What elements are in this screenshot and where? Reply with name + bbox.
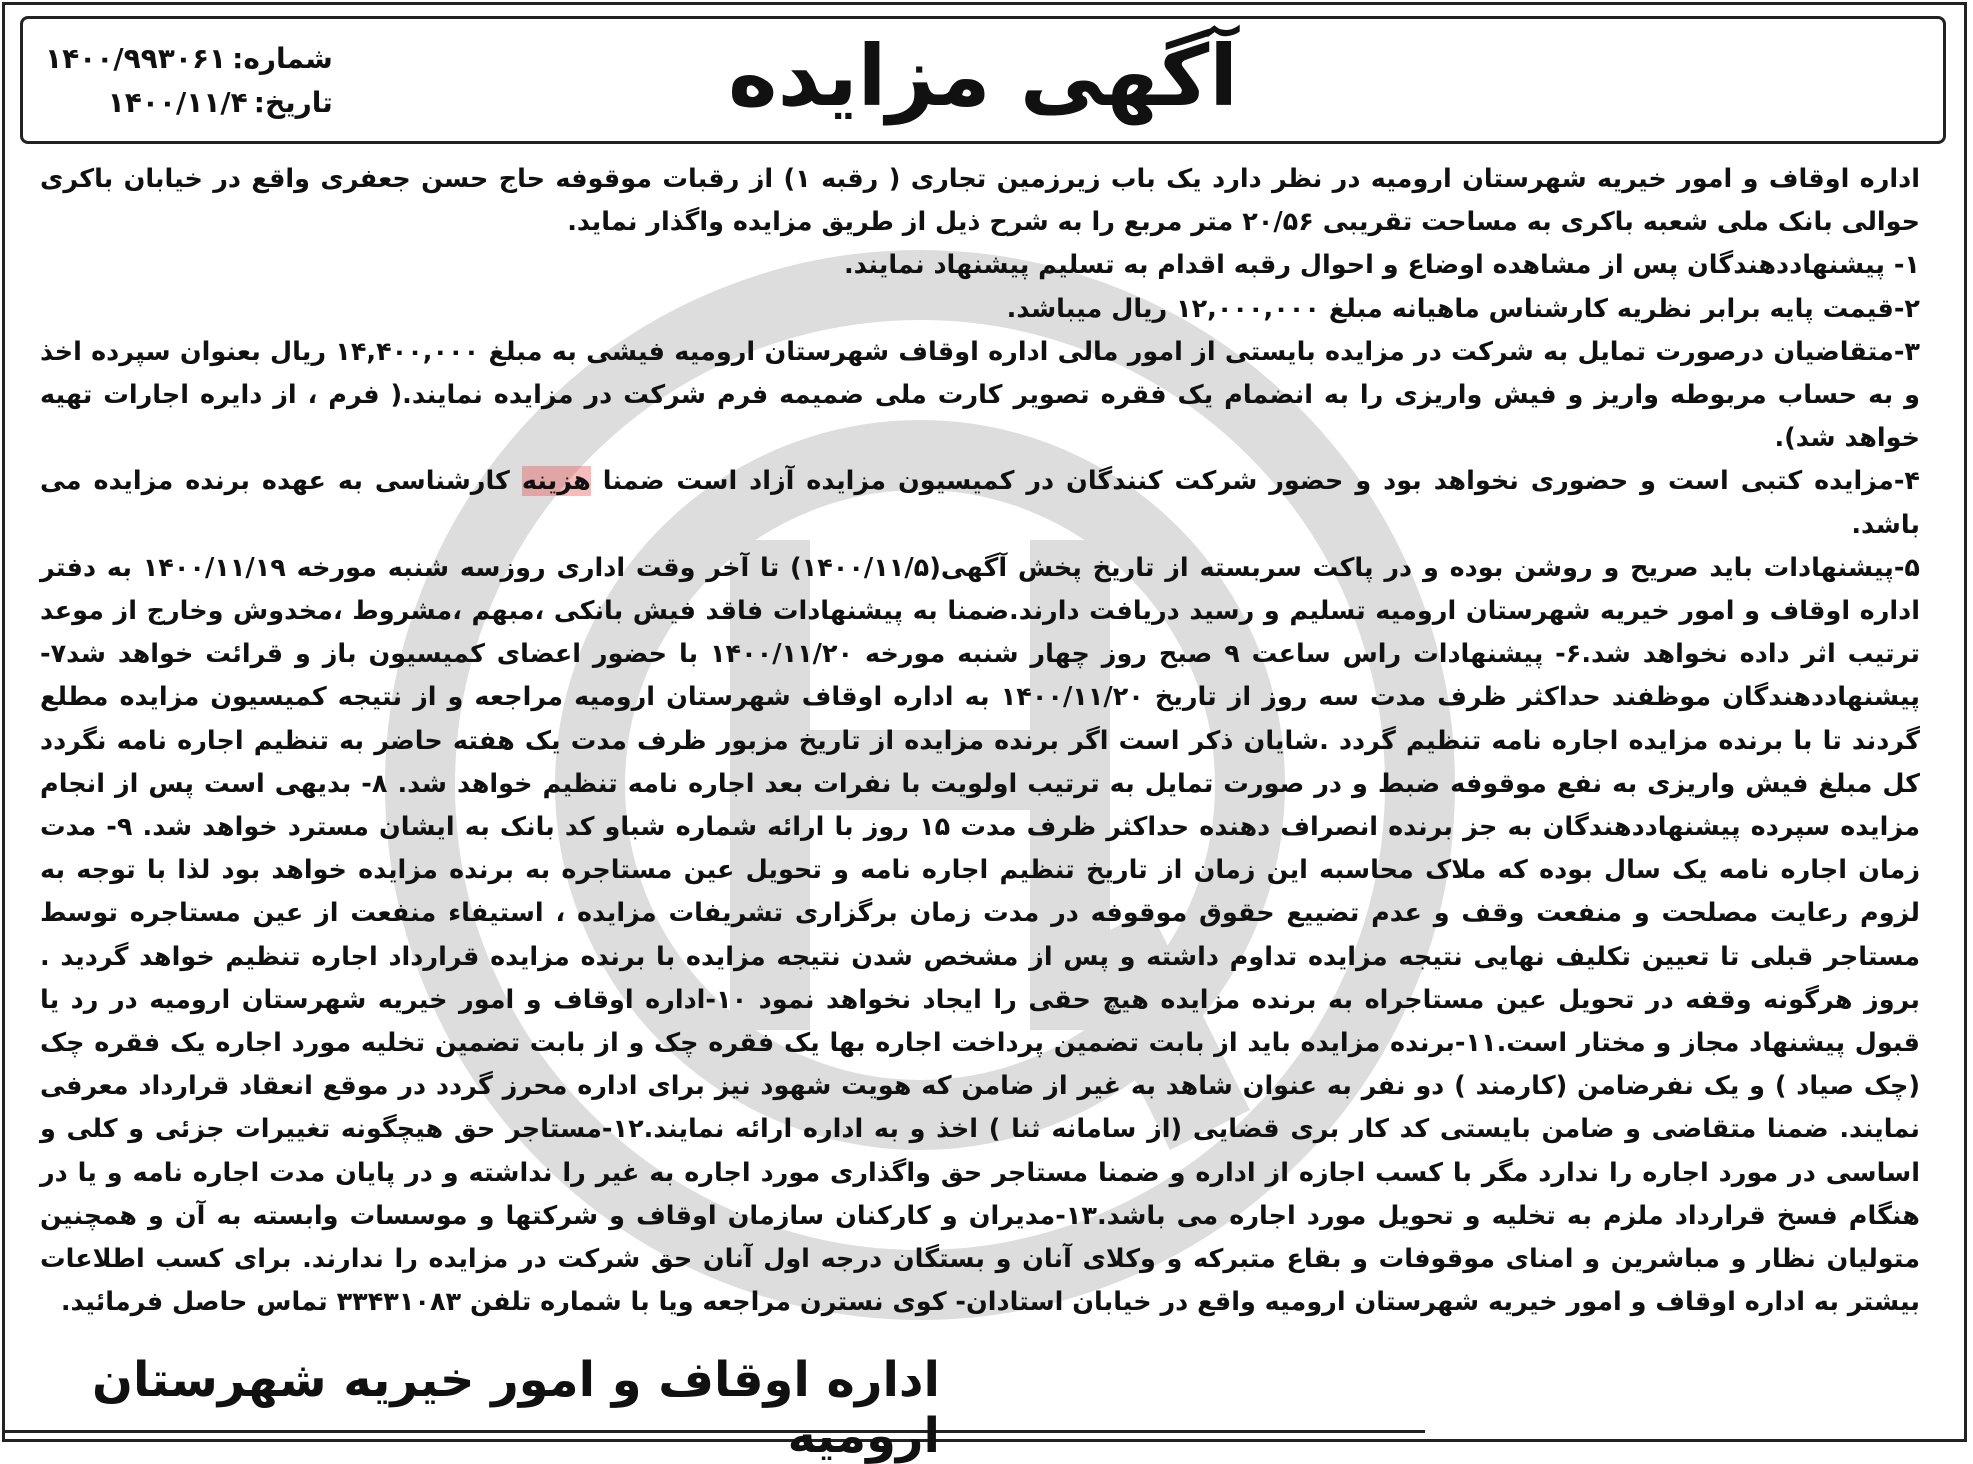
- condition-item-3: ۳-متقاضیان درصورت تمایل به شرکت در مزایده بایستی از امور مالی اداره اوقاف شهرستان ارومیه فیشی به مبلغ ۱۴,۴۰۰,۰۰۰ ریال بعنوان سپرده اخذ و به حساب مربوطه واریز و فیش واریزی را به انضمام یک فقره تصویر کارت ملی ضمیمه فرم شرکت در مزایده نمایند.( فرم ، از دایره اجارات تهیه خواهد شد).: [40, 336, 1920, 454]
- condition-item-2: ۲-قیمت پایه برابر نظریه کارشناس ماهیانه مبلغ ۱۲,۰۰۰,۰۰۰ ریال میباشد.: [1006, 293, 1920, 324]
- reference-number: ۱۴۰۰/۹۹۳۰۶۱: [45, 42, 227, 75]
- notice-title: آگهی مزایده: [727, 27, 1239, 125]
- reference-number-row: [45, 37, 333, 81]
- reference-info: [45, 37, 333, 125]
- condition-item-4: [40, 460, 1920, 546]
- highlighted-word: هزینه: [521, 466, 591, 497]
- issuing-organization: اداره اوقاف و امور خیریه شهرستان ارومیه: [91, 1352, 940, 1464]
- header: [20, 16, 1946, 144]
- condition-item-4-start: ۴-مزایده کتبی است و حضوری نخواهد بود و حضور شرکت کنندگان در کمیسیون مزایده آزاد است ضمنا: [590, 466, 1920, 497]
- notice-body: [40, 158, 1920, 1324]
- condition-item-1: ۱- پیشنهاددهندگان پس از مشاهده اوضاع و احوال رقبه اقدام به تسلیم پیشنهاد نمایند.: [843, 250, 1920, 281]
- reference-date-row: [45, 81, 333, 125]
- reference-number-label: شماره:: [232, 42, 333, 75]
- reference-date-label: تاریخ:: [253, 86, 333, 119]
- reference-date: ۱۴۰۰/۱۱/۴: [107, 86, 248, 119]
- intro-paragraph: اداره اوقاف و امور خیریه شهرستان ارومیه در نظر دارد یک باب زیرزمین تجاری ( رقبه ۱) از رقبات موقوفه حاج حسن جعفری واقع در خیابان باکری حوالی بانک ملی شعبه باکری به مساحت تقریبی ۲۰/۵۶ متر مربع را به شرح ذیل از طریق مزایده واگذار نماید.: [40, 164, 1920, 238]
- condition-items-5-13: ۵-پیشنهادات باید صریح و روشن بوده و در پاکت سربسته از تاریخ پخش آگهی(۱۴۰۰/۱۱/۵) تا آخر وقت اداری روزسه شنبه مورخه ۱۴۰۰/۱۱/۱۹ به دفتر اداره اوقاف و امور خیریه شهرستان ارومیه تسلیم و رسید دریافت دارند.ضمنا به پیشنهادات فاقد فیش بانکی ،مبهم ،مشروط ،مخدوش وخارج از موعد ترتیب اثر داده نخواهد شد.۶- پیشنهادات راس ساعت ۹ صبح روز چهار شنبه مورخه ۱۴۰۰/۱۱/۲۰ با حضور اعضای کمیسیون باز و قرائت خواهد شد۷-پیشنهاددهندگان موظفند حداکثر ظرف مدت سه روز از تاریخ ۱۴۰۰/۱۱/۲۰ به اداره اوقاف شهرستان ارومیه مراجعه و از نتیجه کمیسیون مزایده مطلع گردند تا با برنده مزایده اجاره نامه تنظیم گردد .شایان ذکر است اگر برنده مزایده از تاریخ مزبور ظرف مدت یک هفته حاضر به تنظیم اجاره نامه نگردد کل مبلغ فیش واریزی به نفع موقوفه ضبط و در صورت تمایل به ترتیب اولویت با نفرات بعد اجاره نامه تنظیم خواهد شد. ۸- بدیهی است پس از انجام مزایده سپرده پیشنهاددهندگان به جز برنده انصراف دهنده حداکثر ظرف مدت ۱۵ روز با ارائه شماره شباو کد بانک به ایشان مسترد خواهد شد. ۹- مدت زمان اجاره نامه یک سال بوده که ملاک محاسبه این زمان از تاریخ تنظیم اجاره نامه و تحویل عین مستاجره به برنده مزایده خواهد بود لذا با توجه به لزوم رعایت مصلحت و منفعت وقف و عدم تضییع حقوق موقوفه در مدت زمان برگزاری تشریفات مزایده ، استیفاء منفعت از عین مستاجره توسط مستاجر قبلی تا تعیین تکلیف نهایی نتیجه مزایده تداوم داشته و پس از مشخص شدن نتیجه مزایده با برنده مزایده قرارداد اجاره تنظیم خواهد گردید . بروز هرگونه وقفه در تحویل عین مستاجراه به برنده مزایده هیچ حقی را ایجاد نخواهد نمود ۱۰-اداره اوقاف و امور خیریه شهرستان ارومیه در رد یا قبول پیشنهاد مجاز و مختار است.۱۱-برنده مزایده باید از بابت تضمین پرداخت اجاره بها یک فقره چک و از بابت تضمین تخلیه مورد اجاره یک فقره چک (چک صیاد ) و یک نفرضامن (کارمند ) دو نفر به عنوان شاهد به غیر از ضامن که هویت شهود نیز برای اداره محرز گردد در موقع انعقاد قرارداد معرفی نمایند. ضمنا متقاضی و ضامن بایستی کد کار بری قضایی (از سامانه ثنا ) اخذ و به اداره ارائه نمایند.۱۲-مستاجر حق هیچگونه تغییرات جزئی و کلی و اساسی در مورد اجاره را ندارد مگر با کسب اجازه از اداره و ضمنا مستاجر حق واگذاری مورد اجاره به غیر را نداشته و در پایان مدت اجاره نامه و یا در هنگام فسخ قرارداد ملزم به تخلیه و تحویل مورد اجاره می باشد.۱۳-مدیران و کارکنان سازمان اوقاف و شرکتها و موسسات وابسته به آن و همچنین متولیان نظار و مباشرین و امنای موقوفات و بقاع متبرکه و وکلای آنان و بستگان درجه اول آنان حق شرکت در مزایده را ندارند. برای کسب اطلاعات بیشتر به اداره اوقاف و امور خیریه شهرستان ارومیه واقع در خیابان استادان- کوی نسترن مراجعه ویا با شماره تلفن ۳۳۴۳۱۰۸۳ تماس حاصل فرمائید.: [40, 552, 1921, 1318]
- condition-item-4-end: کارشناسی به عهده برنده مزایده می باشد.: [40, 466, 1920, 540]
